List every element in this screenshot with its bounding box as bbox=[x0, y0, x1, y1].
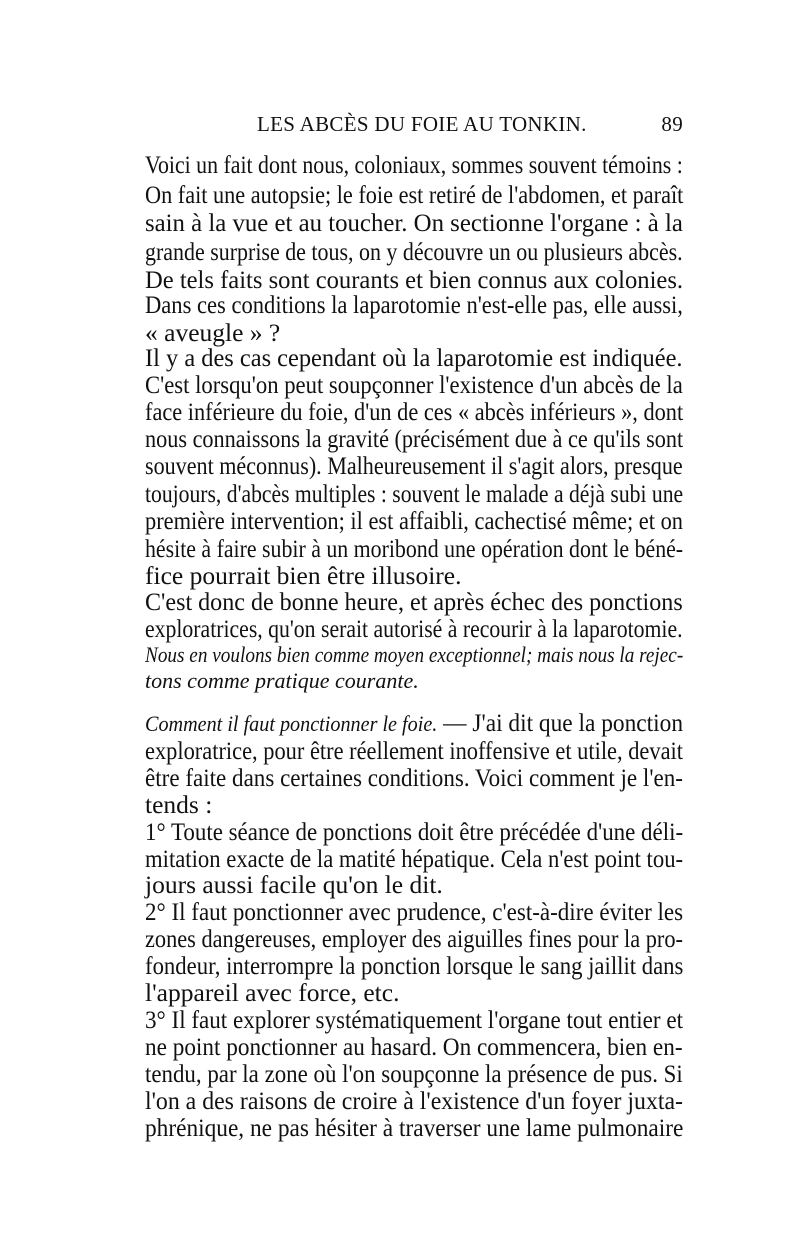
text-line: sain à la vue et au toucher. On sectionne l'organe : à la bbox=[145, 208, 683, 237]
text-line: exploratrices, qu'on serait autorisé à recourir à la laparotomie. bbox=[145, 614, 683, 643]
text-line: ne point ponctionner au hasard. On commencera, bien en- bbox=[145, 1032, 683, 1061]
text-line: souvent méconnus). Malheureusement il s'agit alors, presque bbox=[145, 451, 683, 480]
text-line: Dans ces conditions la laparotomie n'est-elle pas, elle aussi, bbox=[145, 290, 683, 319]
text-line: 3° Il faut explorer systématiquement l'organe tout entier et bbox=[145, 1005, 683, 1034]
text-line: 2° Il faut ponctionner avec prudence, c'est-à-dire éviter les bbox=[145, 897, 684, 926]
italic-line: tons comme pratique courante. bbox=[145, 668, 419, 693]
text-line: C'est lorsqu'on peut soupçonner l'existence d'un abcès de la bbox=[145, 370, 683, 399]
text-line: jours aussi facile qu'on le dit. bbox=[145, 870, 443, 899]
text-line: Voici un fait dont nous, coloniaux, sommes souvent témoins : bbox=[145, 150, 683, 179]
running-header bbox=[145, 112, 683, 142]
section-first-line bbox=[145, 708, 683, 738]
page-number: 89 bbox=[661, 112, 683, 136]
text-line: première intervention; il est affaibli, cachectisé même; et on bbox=[145, 506, 684, 535]
text-line: tendu, par la zone où l'on soupçonne la présence de pus. Si bbox=[145, 1059, 683, 1088]
text-line: fice pourrait bien être illusoire. bbox=[145, 561, 462, 590]
text-line: toujours, d'abcès multiples : souvent le malade a déjà subi une bbox=[145, 479, 684, 508]
text-line: fondeur, interrompre la ponction lorsque le sang jaillit dans bbox=[145, 951, 684, 980]
text-line: On fait une autopsie; le foie est retiré de l'abdomen, et paraît bbox=[145, 180, 684, 209]
text-line: « aveugle » ? bbox=[145, 318, 281, 347]
text-line: grande surprise de tous, on y découvre un ou plusieurs abcès. bbox=[145, 237, 683, 266]
text-line: tends : bbox=[145, 790, 213, 819]
text-line: De tels faits sont courants et bien connus aux colonies. bbox=[145, 265, 684, 294]
text-line: 1° Toute séance de ponctions doit être précédée d'une déli- bbox=[145, 817, 684, 846]
text-line: Il y a des cas cependant où la laparotomie est indiquée. bbox=[145, 343, 683, 372]
text-line: nous connaissons la gravité (précisément due à ce qu'ils sont bbox=[145, 424, 684, 453]
text-line: zones dangereuses, employer des aiguilles fines pour la pro- bbox=[145, 924, 683, 953]
text-line: être faite dans certaines conditions. Voici comment je l'en- bbox=[145, 763, 683, 792]
text-line: mitation exacte de la matité hépatique. Cela n'est point tou- bbox=[145, 844, 684, 873]
text-line: exploratrice, pour être réellement inoffensive et utile, devait bbox=[145, 736, 683, 765]
italic-line: Nous en voulons bien comme moyen exceptionnel; mais nous la rejec- bbox=[145, 642, 684, 667]
text-line: phrénique, ne pas hésiter à traverser une lame pulmonaire bbox=[145, 1113, 684, 1142]
section-heading-continuation: — J'ai dit que la ponction bbox=[437, 708, 684, 737]
text-line: l'appareil avec force, etc. bbox=[145, 978, 400, 1007]
text-line: face inférieure du foie, d'un de ces « abcès inférieurs », dont bbox=[145, 397, 684, 426]
text-line: C'est donc de bonne heure, et après échec des ponctions bbox=[145, 587, 683, 616]
text-line: l'on a des raisons de croire à l'existence d'un foyer juxta- bbox=[145, 1086, 683, 1115]
text-line: hésite à faire subir à un moribond une opération dont le béné- bbox=[145, 534, 684, 563]
section-heading: Comment il faut ponctionner le foie. bbox=[145, 711, 438, 736]
running-title: LES ABCÈS DU FOIE AU TONKIN. bbox=[257, 112, 587, 136]
